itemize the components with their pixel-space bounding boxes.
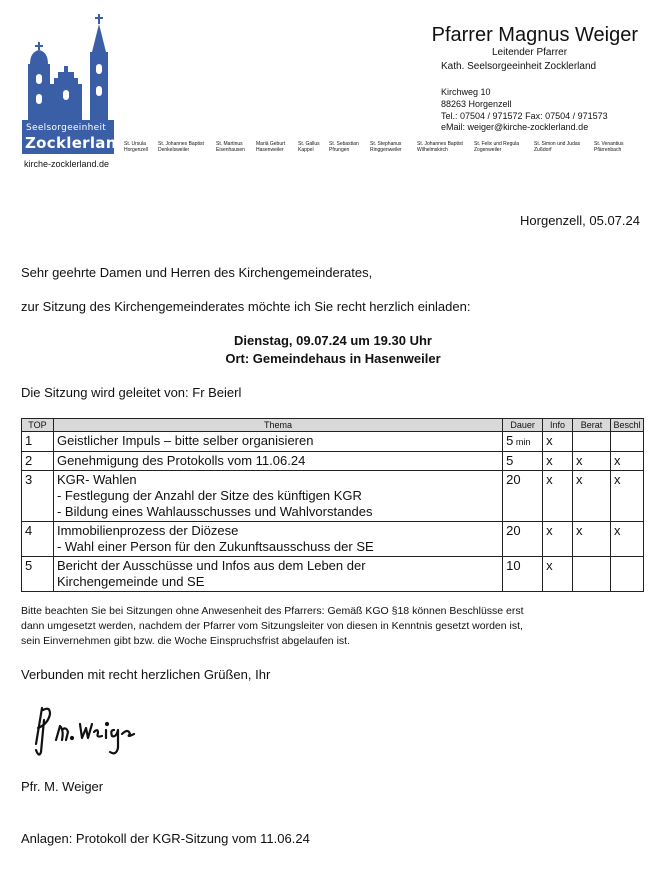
agenda-row <box>22 471 644 522</box>
parish-item <box>298 141 320 153</box>
parish-saint: St. Johannes Baptist <box>417 141 463 147</box>
header-thema: Thema <box>53 419 502 432</box>
agenda-dauer <box>503 557 543 592</box>
signature-name: Pfr. M. Weiger <box>21 779 104 794</box>
agenda-berat: x <box>573 452 611 471</box>
parish-place: Horgenzell <box>124 147 148 153</box>
agenda-dauer <box>503 471 543 522</box>
meeting-place: Ort: Gemeindehaus in Hasenweiler <box>225 351 441 366</box>
parish-saint: St. Gallus <box>298 141 320 147</box>
parish-place: Zußdorf <box>534 147 552 153</box>
agenda-thema-line: - Bildung eines Wahlausschusses und Wahlvorstandes <box>56 504 373 519</box>
parish-item <box>158 141 204 153</box>
closing-text: Verbunden mit recht herzlichen Grüßen, Ihr <box>21 667 271 682</box>
parish-list <box>124 141 640 161</box>
parish-saint: St. Martinus <box>216 141 243 147</box>
website-link[interactable]: kirche-zocklerland.de <box>24 159 110 169</box>
header-berat: Berat <box>573 419 611 432</box>
agenda-dauer <box>503 432 543 452</box>
intro-text: zur Sitzung des Kirchengemeinderates möchte ich Sie recht herzlich einladen: <box>21 299 471 314</box>
address-city: 88263 Horgenzell <box>441 99 512 109</box>
agenda-beschl: x <box>610 522 643 557</box>
agenda-thema-line: - Festlegung der Anzahl der Sitze des künftigen KGR <box>56 488 362 503</box>
place-date: Horgenzell, 05.07.24 <box>520 213 640 228</box>
agenda-dauer <box>503 452 543 471</box>
agenda-thema-line: Bericht der Ausschüsse und Infos aus dem Leben der <box>56 558 366 573</box>
header-dauer: Dauer <box>503 419 543 432</box>
note-line-1: Bitte beachten Sie bei Sitzungen ohne Anwesenheit des Pfarrers: Gemäß KGO §18 können Beschlüsse erst <box>21 605 524 617</box>
parish-place: Denkelsweiler <box>158 147 190 153</box>
agenda-thema <box>53 471 502 522</box>
parish-item <box>417 141 463 153</box>
parish-saint: St. Venantius <box>594 141 624 147</box>
parish-place: Ringgenweiler <box>370 147 402 153</box>
agenda-beschl: x <box>610 452 643 471</box>
agenda-thema <box>53 452 502 471</box>
parish-item <box>534 141 580 153</box>
agenda-table <box>21 418 644 592</box>
parish-saint: Mariä Geburt <box>256 141 286 147</box>
parish-place: Hasenweiler <box>256 147 284 153</box>
parish-place: Zogenweiler <box>474 147 502 153</box>
agenda-top: 4 <box>22 522 54 557</box>
attachments-text: Anlagen: Protokoll der KGR-Sitzung vom 11.06.24 <box>21 831 310 846</box>
salutation: Sehr geehrte Damen und Herren des Kirchengemeinderates, <box>21 265 373 280</box>
sender-role: Leitender Pfarrer <box>492 47 568 58</box>
agenda-header-row <box>22 419 644 432</box>
note-line-3: sein Einvernehmen gibt bzw. die Woche Einspruchsfrist abgelaufen ist. <box>21 635 350 647</box>
note-line-2: dann umgesetzt werden, nachdem der Pfarrer vom Sitzungsleiter von diesen in Kenntnis gesetzt worden ist, <box>21 620 523 632</box>
agenda-dauer-unit: min <box>513 437 531 447</box>
agenda-top: 1 <box>22 432 54 452</box>
parish-item <box>329 141 359 153</box>
parish-saint: St. Ursula <box>124 141 146 147</box>
parish-saint: St. Simon und Judas <box>534 141 581 147</box>
parish-saint: St. Sebastian <box>329 141 359 147</box>
agenda-thema-line: Kirchengemeinde und SE <box>56 574 205 589</box>
agenda-top: 2 <box>22 452 54 471</box>
logo-brand-box <box>22 120 128 154</box>
parish-item <box>370 141 402 153</box>
parish-place: Pfärrenbach <box>594 147 622 153</box>
phone-fax: Tel.: 07504 / 971572 Fax: 07504 / 971573 <box>441 111 608 121</box>
agenda-thema <box>53 432 502 452</box>
agenda-berat <box>573 432 611 452</box>
agenda-thema-line: Immobilienprozess der Diözese <box>56 523 239 538</box>
logo-line2: Zocklerland <box>25 134 128 152</box>
agenda-top: 3 <box>22 471 54 522</box>
parish-item <box>124 141 148 153</box>
agenda-row <box>22 557 644 592</box>
agenda-dauer-value: 20 <box>506 472 521 487</box>
agenda-thema-line: KGR- Wahlen <box>56 472 137 487</box>
parish-saint: St. Johannes Baptist <box>158 141 204 147</box>
header-top: TOP <box>22 419 54 432</box>
signature-image <box>30 700 160 762</box>
agenda-dauer-value: 10 <box>506 558 521 573</box>
agenda-row <box>22 432 644 452</box>
agenda-thema <box>53 557 502 592</box>
parish-saint: St. Felix und Regula <box>474 141 520 147</box>
parish-item <box>216 141 245 153</box>
agenda-berat: x <box>573 522 611 557</box>
parish-item <box>256 141 285 153</box>
agenda-thema <box>53 522 502 557</box>
agenda-row <box>22 522 644 557</box>
agenda-dauer-value: 5 <box>506 453 514 468</box>
header-beschl: Beschl <box>610 419 643 432</box>
agenda-dauer-value: 20 <box>506 523 521 538</box>
agenda-thema-line: - Wahl einer Person für den Zukunftsausschuss der SE <box>56 539 374 554</box>
email-link[interactable]: eMail: weiger@kirche-zocklerland.de <box>441 122 589 132</box>
parish-place: Eisenhausen <box>216 147 245 153</box>
agenda-info: x <box>543 432 573 452</box>
address-street: Kirchweg 10 <box>441 87 491 97</box>
meeting-date: Dienstag, 09.07.24 um 19.30 Uhr <box>234 333 432 348</box>
agenda-thema-line: Genehmigung des Protokolls vom 11.06.24 <box>56 453 306 468</box>
agenda-row <box>22 452 644 471</box>
sender-name: Pfarrer Magnus Weiger <box>431 24 638 46</box>
agenda-top: 5 <box>22 557 54 592</box>
agenda-beschl <box>610 557 643 592</box>
agenda-dauer-value: 5 <box>506 433 514 448</box>
agenda-beschl <box>610 432 643 452</box>
header-info: Info <box>543 419 573 432</box>
parish-place: Kappel <box>298 147 314 153</box>
parish-place: Pfrungen <box>329 147 350 153</box>
parish-item <box>474 141 519 153</box>
agenda-dauer <box>503 522 543 557</box>
agenda-info: x <box>543 522 573 557</box>
sender-org: Kath. Seelsorgeeinheit Zocklerland <box>441 61 597 72</box>
parish-saint: St. Stephanus <box>370 141 402 147</box>
agenda-thema-line: Geistlicher Impuls – bitte selber organisieren <box>56 433 314 448</box>
parish-item <box>594 141 623 153</box>
agenda-beschl: x <box>610 471 643 522</box>
agenda-berat <box>573 557 611 592</box>
agenda-berat: x <box>573 471 611 522</box>
agenda-info: x <box>543 557 573 592</box>
parish-place: Wilhelmskirch <box>417 147 448 153</box>
agenda-info: x <box>543 452 573 471</box>
logo-line1: Seelsorgeeinheit <box>26 123 107 133</box>
agenda-info: x <box>543 471 573 522</box>
chair-text: Die Sitzung wird geleitet von: Fr Beierl <box>21 385 242 400</box>
